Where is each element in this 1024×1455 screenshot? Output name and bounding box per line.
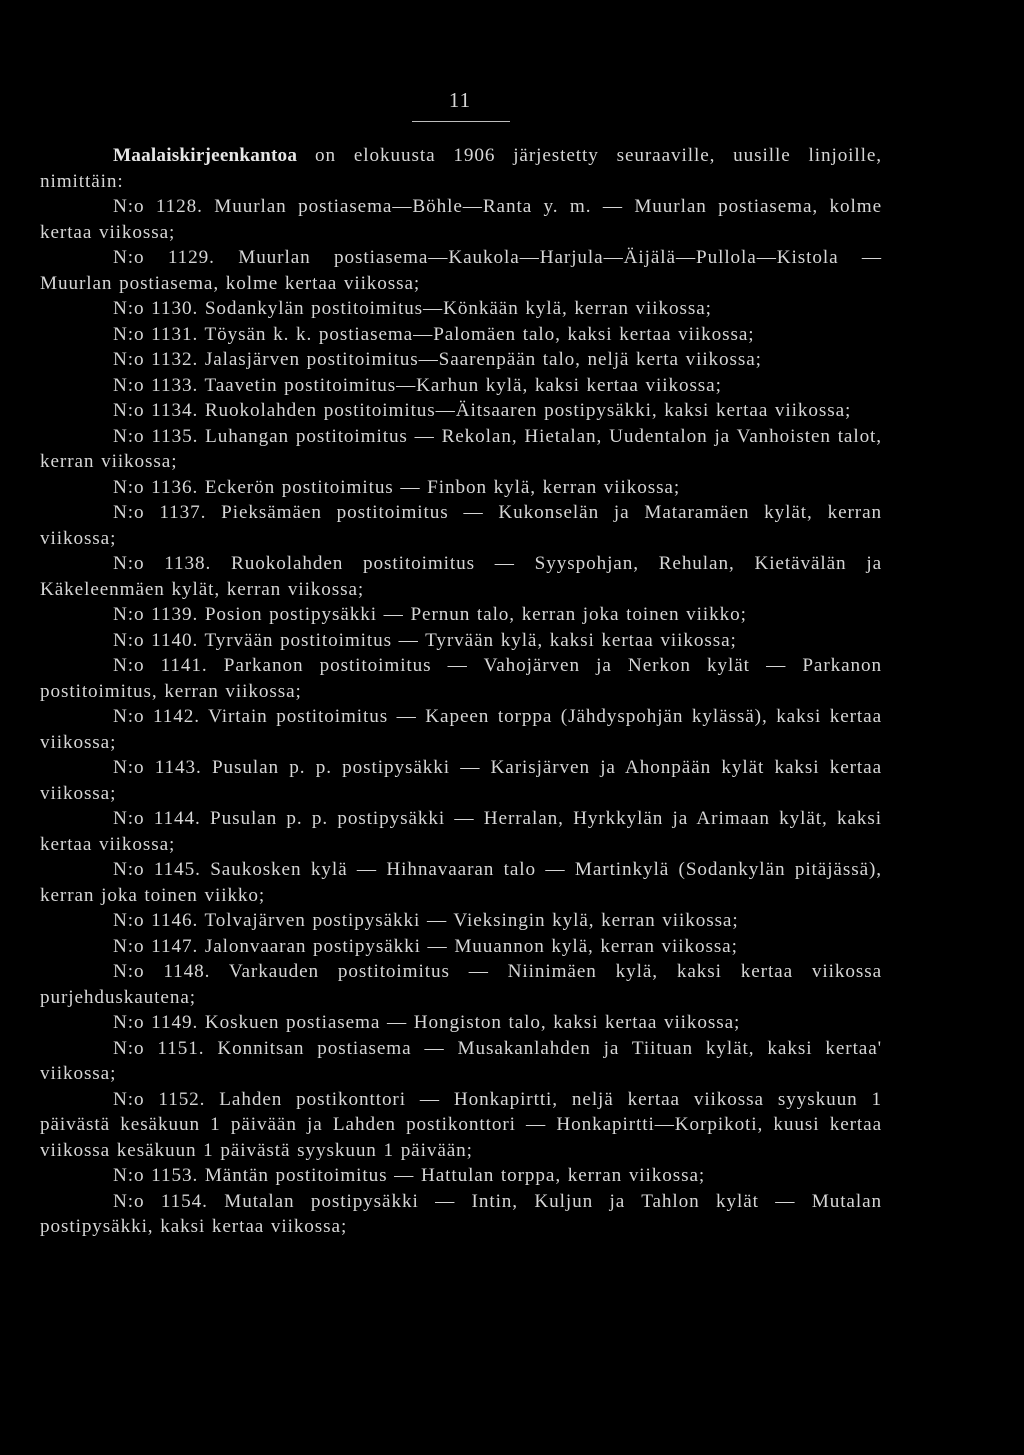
entry-paragraph: N:o 1133. Taavetin postitoimitus—Karhun kylä, kaksi kertaa viikossa; — [113, 374, 722, 396]
entry-paragraph: N:o 1136. Eckerön postitoimitus — Finbon kylä, kerran viikossa; — [113, 476, 681, 498]
entry-paragraph: N:o 1137. Pieksämäen postitoimitus — Kukonselän ja Mataramäen kylät, kerran viikossa; — [40, 502, 882, 549]
entry-paragraph: N:o 1154. Mutalan postipysäkki — Intin, Kuljun ja Tahlon kylät — Mutalan postipysäkki, kaksi kertaa viikossa; — [40, 1190, 882, 1237]
page-number-underline — [412, 121, 510, 122]
intro-paragraph — [40, 143, 882, 194]
entry-paragraph: N:o 1141. Parkanon postitoimitus — Vahojärven ja Nerkon kylät — Parkanon postitoimitus, kerran viikossa; — [40, 655, 882, 702]
entry-paragraph: N:o 1146. Tolvajärven postipysäkki — Vieksingin kylä, kerran viikossa; — [113, 910, 739, 931]
intro-heading: Maalaiskirjeenkantoa — [113, 145, 298, 166]
entry-paragraph: N:o 1140. Tyrvään postitoimitus — Tyrvään kylä, kaksi kertaa viikossa; — [113, 629, 737, 651]
entry-paragraph: N:o 1139. Posion postipysäkki — Pernun talo, kerran joka toinen viikko; — [113, 604, 747, 625]
entry-paragraph: N:o 1143. Pusulan p. p. postipysäkki — Karisjärven ja Ahonpään kylät kaksi kertaa viikossa; — [40, 757, 882, 804]
entry-paragraph: N:o 1148. Varkauden postitoimitus — Niinimäen kylä, kaksi kertaa viikossa purjehduskautena; — [40, 961, 882, 1008]
entry-paragraph: N:o 1130. Sodankylän postitoimitus—Könkään kylä, kerran viikossa; — [113, 298, 712, 319]
entry-paragraph: N:o 1134. Ruokolahden postitoimitus—Äitsaaren postipysäkki, kaksi kertaa viikossa; — [113, 400, 852, 421]
entry-paragraph: N:o 1132. Jalasjärven postitoimitus—Saarenpään talo, neljä kerta viikossa; — [113, 349, 762, 370]
page-number: 11 — [448, 88, 472, 112]
entry-paragraph: N:o 1138. Ruokolahden postitoimitus — Syyspohjan, Rehulan, Kietävälän ja Käkeleenmäen kylät, kerran viikossa; — [40, 553, 882, 600]
entry-paragraph: N:o 1147. Jalonvaaran postipysäkki — Muuannon kylä, kerran viikossa; — [113, 935, 738, 957]
entry-paragraph: N:o 1135. Luhangan postitoimitus — Rekolan, Hietalan, Uudentalon ja Vanhoisten talot, kerran viikossa; — [40, 425, 882, 472]
entry-paragraph: N:o 1128. Muurlan postiasema—Böhle—Ranta y. m. — Muurlan postiasema, kolme kertaa viikossa; — [40, 196, 882, 243]
entry-paragraph: N:o 1144. Pusulan p. p. postipysäkki — Herralan, Hyrkkylän ja Arimaan kylät, kaksi kertaa viikossa; — [40, 808, 882, 855]
entry-paragraph: N:o 1131. Töysän k. k. postiasema—Palomäen talo, kaksi kertaa viikossa; — [113, 323, 755, 345]
entry-paragraph: N:o 1152. Lahden postikonttori — Honkapirtti, neljä kertaa viikossa syyskuun 1 päivästä kesäkuun 1 päivään ja Lahden postikonttori — Honkapirtti—Korpikoti, kuusi kertaa viikossa kesäkuun 1 päivästä syyskuun 1 päivään; — [40, 1088, 882, 1161]
intro-text: on elokuusta 1906 järjestetty seuraaville, uusille linjoille, nimittäin: — [40, 145, 882, 192]
entry-paragraph: N:o 1145. Saukosken kylä — Hihnavaaran talo — Martinkylä (Sodankylän pitäjässä), kerran joka toinen viikko; — [40, 859, 882, 906]
entry-paragraph: N:o 1151. Konnitsan postiasema — Musakanlahden ja Tiituan kylät, kaksi kertaa' viikossa; — [40, 1037, 882, 1084]
entry-paragraph: N:o 1153. Mäntän postitoimitus — Hattulan torppa, kerran viikossa; — [113, 1165, 706, 1186]
body-text — [40, 143, 882, 1240]
entry-paragraph: N:o 1142. Virtain postitoimitus — Kapeen torppa (Jähdyspohjän kylässä), kaksi kertaa viikossa; — [40, 706, 882, 753]
entry-paragraph: N:o 1149. Koskuen postiasema — Hongiston talo, kaksi kertaa viikossa; — [113, 1012, 741, 1033]
entry-paragraph: N:o 1129. Muurlan postiasema—Kaukola—Harjula—Äijälä—Pullola—Kistola —Muurlan postiasema, kolme kertaa viikossa; — [40, 247, 882, 294]
